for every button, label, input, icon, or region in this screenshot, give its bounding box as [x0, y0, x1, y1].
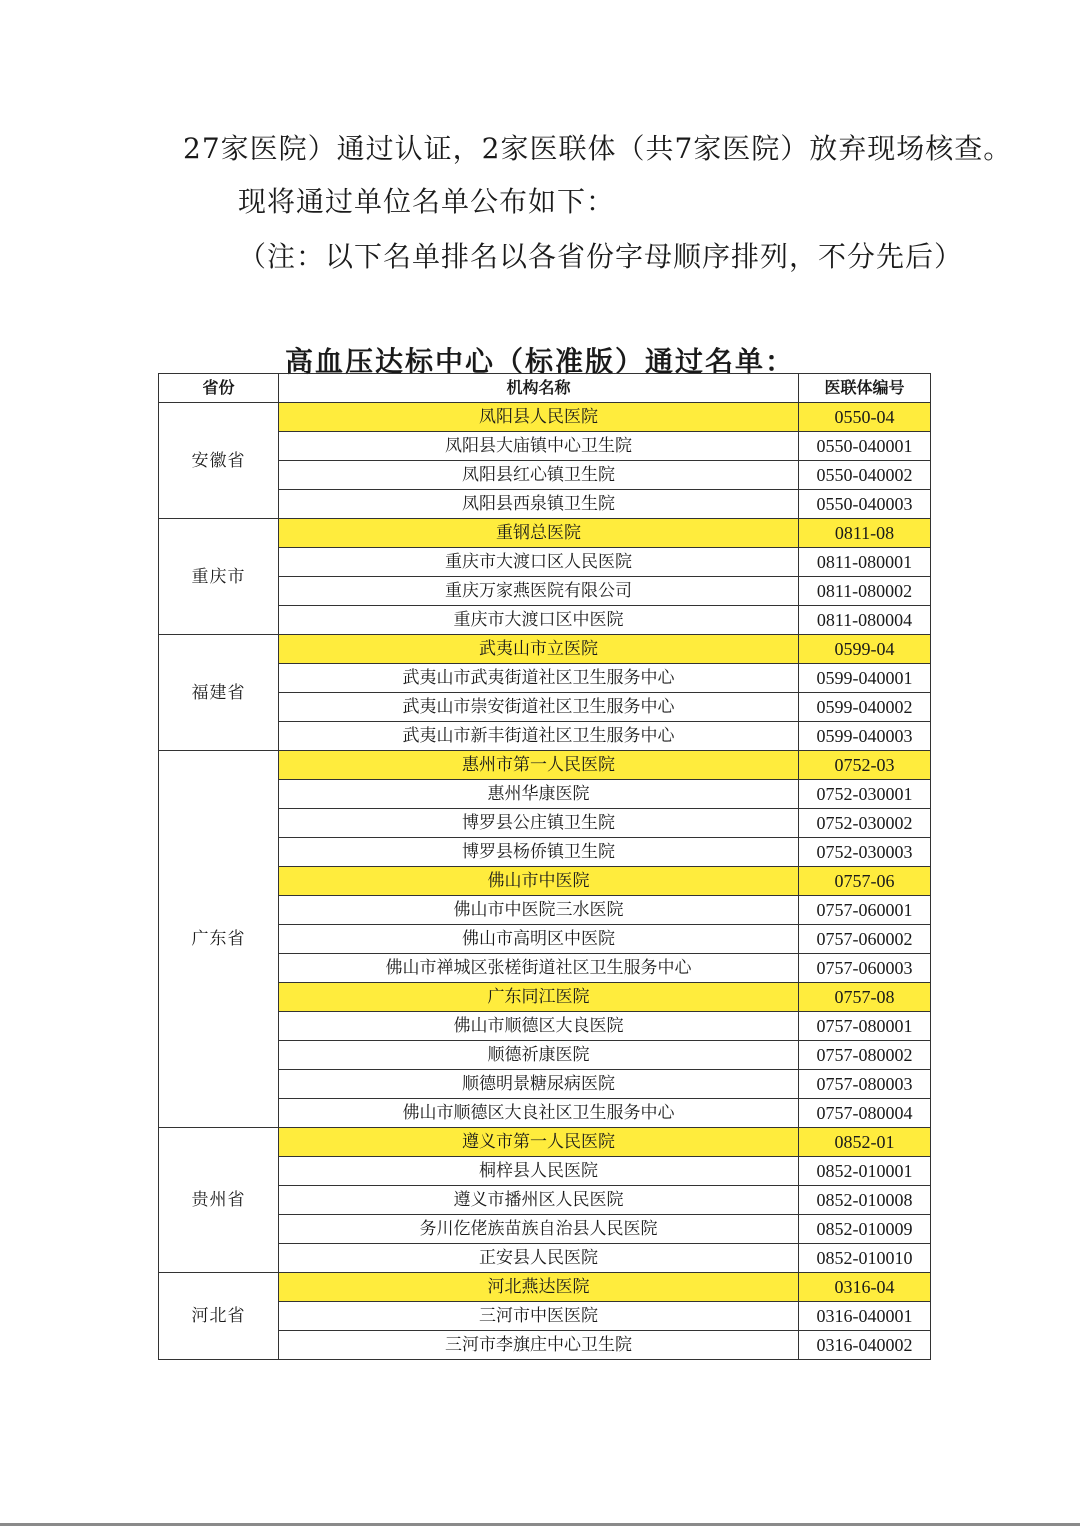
table-row [159, 519, 931, 548]
table-body [159, 403, 931, 1360]
alliance-code-cell: 0550-04 [799, 403, 931, 432]
org-name-cell: 重庆市大渡口区人民医院 [279, 548, 799, 577]
org-name-cell: 佛山市高明区中医院 [279, 925, 799, 954]
org-name-cell: 武夷山市立医院 [279, 635, 799, 664]
org-name-cell: 遵义市播州区人民医院 [279, 1186, 799, 1215]
alliance-code-cell: 0752-030002 [799, 809, 931, 838]
org-name-cell: 博罗县杨侨镇卫生院 [279, 838, 799, 867]
alliance-code-cell: 0757-080001 [799, 1012, 931, 1041]
province-cell: 广东省 [159, 751, 279, 1128]
paragraph-intro: 27家医院）通过认证，2家医联体（共7家医院）放弃现场核查。 [183, 132, 1013, 165]
org-name-cell: 佛山市顺德区大良医院 [279, 1012, 799, 1041]
org-name-cell: 佛山市顺德区大良社区卫生服务中心 [279, 1099, 799, 1128]
alliance-code-cell: 0852-010008 [799, 1186, 931, 1215]
header-org: 机构名称 [279, 374, 799, 403]
org-name-cell: 三河市李旗庄中心卫生院 [279, 1331, 799, 1360]
org-name-cell: 顺德祈康医院 [279, 1041, 799, 1070]
alliance-code-cell: 0852-010010 [799, 1244, 931, 1273]
paragraph-note: （注：以下名单排名以各省份字母顺序排列，不分先后） [238, 240, 964, 273]
province-cell: 重庆市 [159, 519, 279, 635]
alliance-code-cell: 0550-040002 [799, 461, 931, 490]
alliance-code-cell: 0757-080004 [799, 1099, 931, 1128]
alliance-code-cell: 0852-010001 [799, 1157, 931, 1186]
province-cell: 贵州省 [159, 1128, 279, 1273]
alliance-code-cell: 0757-06 [799, 867, 931, 896]
alliance-code-cell: 0599-040003 [799, 722, 931, 751]
org-name-cell: 佛山市禅城区张槎街道社区卫生服务中心 [279, 954, 799, 983]
org-name-cell: 务川仡佬族苗族自治县人民医院 [279, 1215, 799, 1244]
alliance-code-cell: 0752-030001 [799, 780, 931, 809]
province-cell: 安徽省 [159, 403, 279, 519]
org-name-cell: 惠州市第一人民医院 [279, 751, 799, 780]
org-name-cell: 佛山市中医院三水医院 [279, 896, 799, 925]
org-name-cell: 遵义市第一人民医院 [279, 1128, 799, 1157]
alliance-code-cell: 0316-04 [799, 1273, 931, 1302]
alliance-code-cell: 0316-040002 [799, 1331, 931, 1360]
alliance-code-cell: 0599-040002 [799, 693, 931, 722]
alliance-code-cell: 0752-030003 [799, 838, 931, 867]
alliance-code-cell: 0752-03 [799, 751, 931, 780]
org-name-cell: 广东同江医院 [279, 983, 799, 1012]
alliance-code-cell: 0852-01 [799, 1128, 931, 1157]
alliance-code-cell: 0757-060003 [799, 954, 931, 983]
org-name-cell: 武夷山市崇安街道社区卫生服务中心 [279, 693, 799, 722]
org-name-cell: 博罗县公庄镇卫生院 [279, 809, 799, 838]
alliance-code-cell: 0757-08 [799, 983, 931, 1012]
province-cell: 河北省 [159, 1273, 279, 1360]
province-cell: 福建省 [159, 635, 279, 751]
alliance-code-cell: 0811-080001 [799, 548, 931, 577]
alliance-code-cell: 0757-080002 [799, 1041, 931, 1070]
org-name-cell: 重钢总医院 [279, 519, 799, 548]
table-row [159, 403, 931, 432]
org-name-cell: 河北燕达医院 [279, 1273, 799, 1302]
alliance-code-cell: 0550-040001 [799, 432, 931, 461]
paragraph-announcement: 现将通过单位名单公布如下： [238, 185, 616, 218]
org-name-cell: 凤阳县人民医院 [279, 403, 799, 432]
alliance-code-cell: 0599-04 [799, 635, 931, 664]
org-name-cell: 凤阳县西泉镇卫生院 [279, 490, 799, 519]
org-name-cell: 凤阳县大庙镇中心卫生院 [279, 432, 799, 461]
org-name-cell: 武夷山市武夷街道社区卫生服务中心 [279, 664, 799, 693]
alliance-code-cell: 0811-080002 [799, 577, 931, 606]
org-name-cell: 惠州华康医院 [279, 780, 799, 809]
header-code: 医联体编号 [799, 374, 931, 403]
alliance-code-cell: 0852-010009 [799, 1215, 931, 1244]
alliance-code-cell: 0757-060001 [799, 896, 931, 925]
alliance-code-cell: 0811-08 [799, 519, 931, 548]
alliance-code-cell: 0550-040003 [799, 490, 931, 519]
org-name-cell: 顺德明景糖尿病医院 [279, 1070, 799, 1099]
table-header-row [159, 374, 931, 403]
org-name-cell: 桐梓县人民医院 [279, 1157, 799, 1186]
table-row [159, 1128, 931, 1157]
alliance-code-cell: 0757-080003 [799, 1070, 931, 1099]
alliance-code-cell: 0757-060002 [799, 925, 931, 954]
alliance-code-cell: 0599-040001 [799, 664, 931, 693]
table-row [159, 1273, 931, 1302]
org-name-cell: 正安县人民医院 [279, 1244, 799, 1273]
org-name-cell: 重庆市大渡口区中医院 [279, 606, 799, 635]
org-name-cell: 三河市中医医院 [279, 1302, 799, 1331]
org-name-cell: 武夷山市新丰街道社区卫生服务中心 [279, 722, 799, 751]
table-row [159, 751, 931, 780]
alliance-code-cell: 0811-080004 [799, 606, 931, 635]
table-row [159, 635, 931, 664]
table-title: 高血压达标中心（标准版）通过名单： [284, 345, 795, 378]
org-name-cell: 佛山市中医院 [279, 867, 799, 896]
header-province: 省份 [159, 374, 279, 403]
org-name-cell: 凤阳县红心镇卫生院 [279, 461, 799, 490]
passed-list-table [158, 373, 931, 1360]
alliance-code-cell: 0316-040001 [799, 1302, 931, 1331]
org-name-cell: 重庆万家燕医院有限公司 [279, 577, 799, 606]
